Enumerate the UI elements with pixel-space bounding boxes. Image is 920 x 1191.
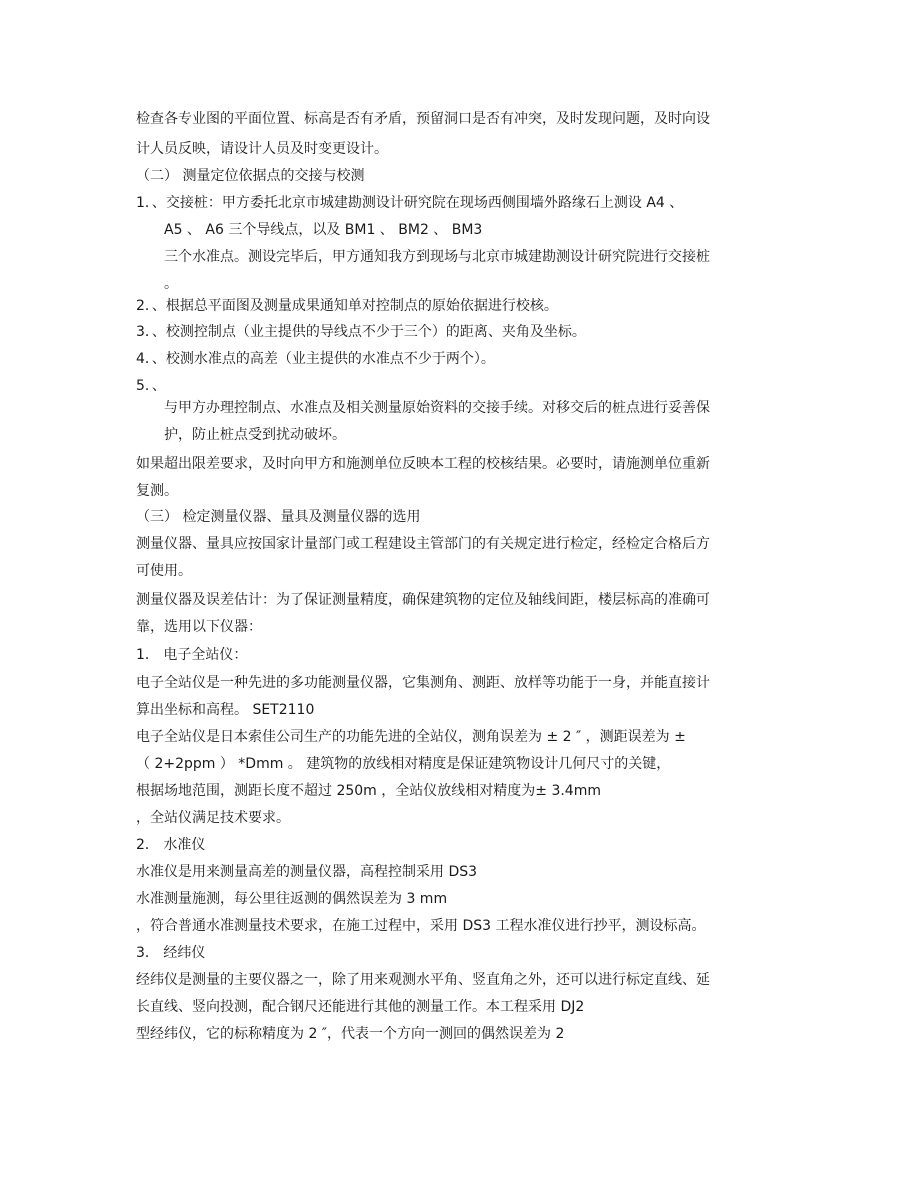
text-line: 水准测量施测，每公里往返测的偶然误差为 3 mm — [136, 891, 448, 907]
text-line: 水准仪是用来测量高差的测量仪器，高程控制采用 DS3 — [136, 864, 478, 880]
section-heading: （二） 测量定位依据点的交接与校测 — [136, 168, 365, 184]
subheading: 3． 经纬仪 — [136, 945, 206, 961]
text-line: 计人员反映，请设计人员及时变更设计。 — [136, 141, 388, 157]
section-heading: （三） 检定测量仪器、量具及测量仪器的选用 — [136, 509, 421, 525]
text-line: （ 2+2ppm ） *Dmm 。 建筑物的放线相对精度是保证建筑物设计几何尺寸的关键， — [136, 756, 671, 772]
text-line: 测量仪器、量具应按国家计量部门或工程建设主管部门的有关规定进行检定，经检定合格后方 — [136, 536, 710, 552]
text-line: 算出坐标和高程。 SET2110 — [136, 702, 315, 718]
text-line: 长直线、竖向投测，配合钢尺还能进行其他的测量工作。本工程采用 DJ2 — [136, 999, 585, 1015]
list-item-continuation: 三个水准点。测设完毕后，甲方通知我方到现场与北京市城建勘测设计研究院进行交接桩 — [164, 249, 710, 265]
text-line: 靠，选用以下仪器： — [136, 619, 262, 635]
list-item-continuation: A5 、 A6 三个导线点，以及 BM1 、 BM2 、 BM3 — [164, 222, 483, 238]
text-line: 检查各专业图的平面位置、标高是否有矛盾，预留洞口是否有冲突，及时发现问题，及时向设 — [136, 111, 710, 127]
subheading: 2． 水准仪 — [136, 837, 206, 853]
text-line: ，全站仪满足技术要求。 — [136, 810, 290, 826]
text-line: 根据场地范围，测距长度不超过 250m ，全站仪放线相对精度为± 3.4mm — [136, 783, 601, 799]
list-item: 3．、校测控制点（业主提供的导线点不少于三个）的距离、夹角及坐标。 — [136, 324, 586, 340]
list-item-continuation: 护，防止桩点受到扰动破坏。 — [164, 427, 346, 443]
list-item: 1．、交接桩：甲方委托北京市城建勘测设计研究院在现场西侧围墙外路缘石上测设 A4 、 — [136, 195, 684, 211]
subheading: 1． 电子全站仪： — [136, 647, 248, 663]
list-item: 2．、根据总平面图及测量成果通知单对控制点的原始依据进行校核。 — [136, 298, 558, 314]
list-item: 4．、校测水准点的高差（业主提供的水准点不少于两个）。 — [136, 351, 495, 367]
text-line: 经纬仪是测量的主要仪器之一，除了用来观测水平角、竖直角之外，还可以进行标定直线、延 — [136, 972, 710, 988]
list-item-continuation: 。 — [164, 276, 178, 292]
text-line: 如果超出限差要求，及时向甲方和施测单位反映本工程的校核结果。必要时，请施测单位重新 — [136, 456, 710, 472]
text-line: 测量仪器及误差估计：为了保证测量精度，确保建筑物的定位及轴线间距，楼层标高的准确可 — [136, 592, 710, 608]
text-line: 电子全站仪是日本索佳公司生产的功能先进的全站仪，测角误差为 ± 2 ″ ，测距误差为 ± — [136, 729, 686, 745]
text-line: 复测。 — [136, 483, 178, 499]
text-line: 可使用。 — [136, 563, 192, 579]
text-line: ，符合普通水准测量技术要求，在施工过程中，采用 DS3 工程水准仪进行抄平，测设标高。 — [136, 918, 706, 934]
list-item: 5．、 — [136, 378, 166, 394]
list-item-continuation: 与甲方办理控制点、水准点及相关测量原始资料的交接手续。对移交后的桩点进行妥善保 — [164, 400, 710, 416]
text-line: 电子全站仪是一种先进的多功能测量仪器，它集测角、测距、放样等功能于一身，并能直接计 — [136, 675, 710, 691]
text-line: 型经纬仪，它的标称精度为 2 ″，代表一个方向一测回的偶然误差为 2 — [136, 1026, 565, 1042]
